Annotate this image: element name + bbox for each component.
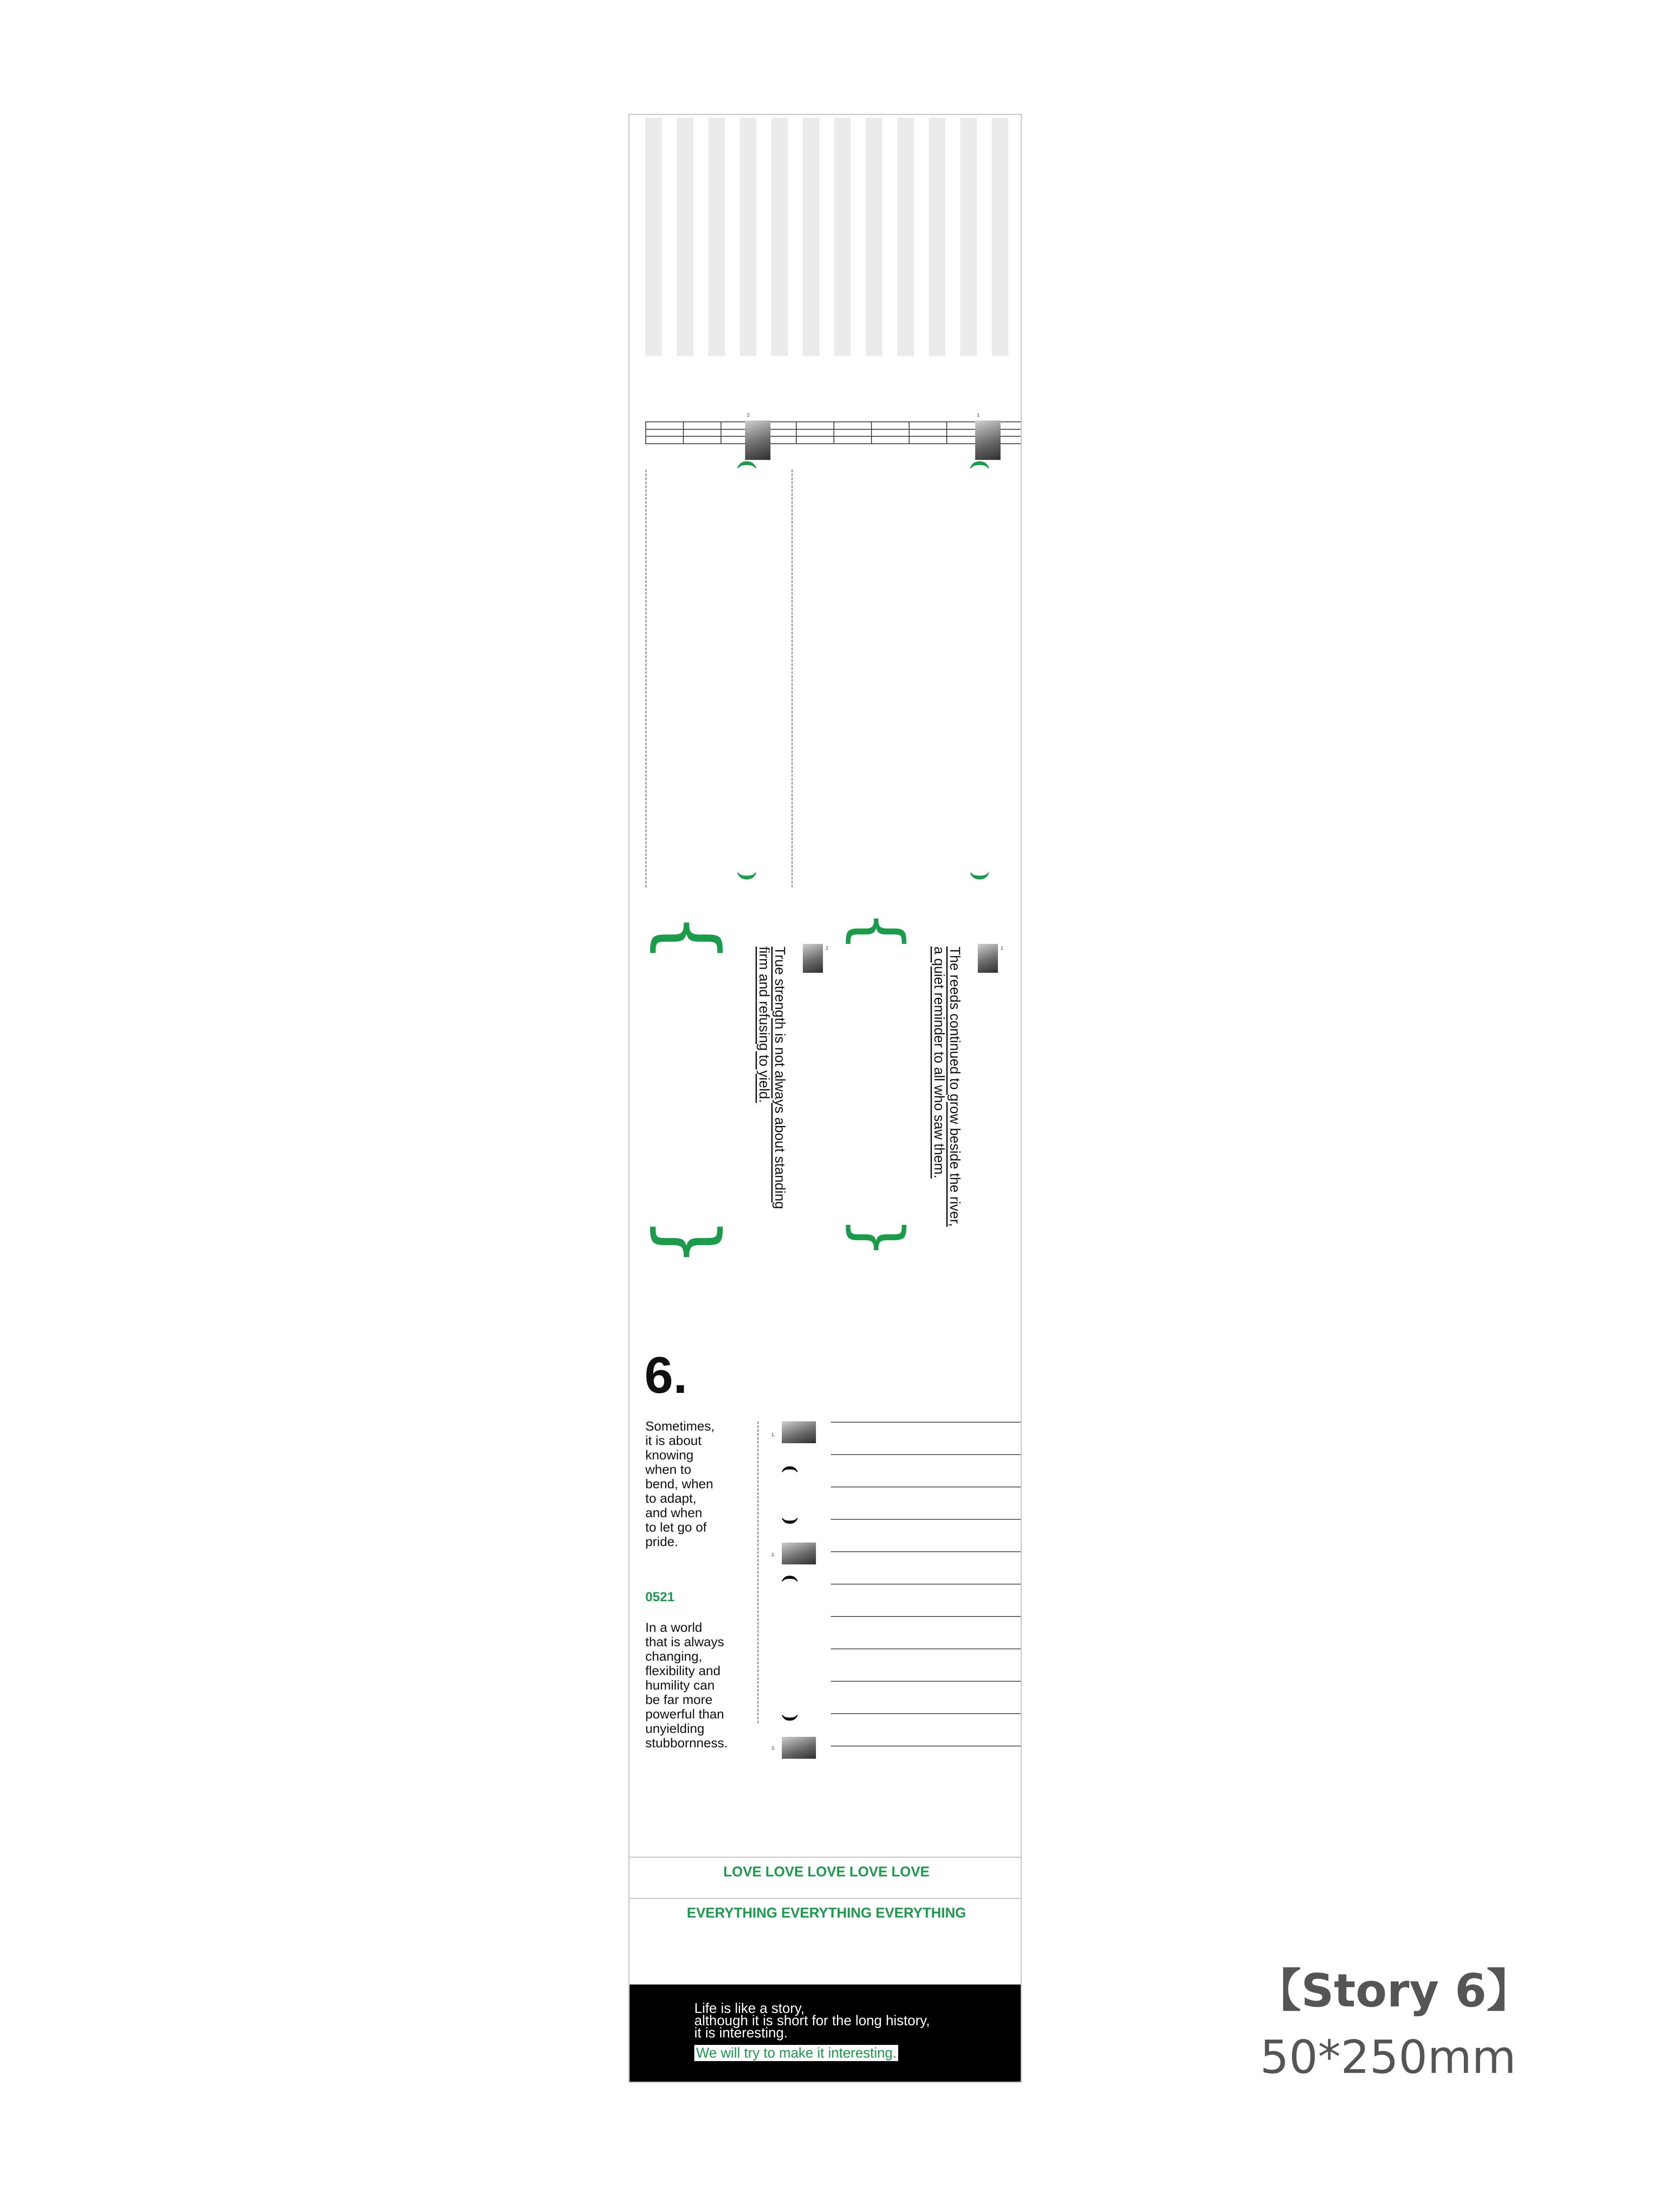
photo-3-small	[782, 1737, 816, 1759]
photo-2-small	[782, 1543, 816, 1564]
photo-1-top	[975, 421, 1001, 460]
photo-2-mid	[803, 944, 823, 973]
footer-highlight: We will try to make it interesting.	[694, 2045, 898, 2061]
quote-strength: True strength is not always about standing firm and refusing to yield.	[756, 947, 788, 1210]
footer-block	[630, 1985, 1022, 2083]
banner-everything: EVERYTHING EVERYTHING EVERYTHING	[686, 1905, 966, 1921]
brace-open: {	[840, 910, 917, 952]
paragraph-flexibility: In a world that is always changing, flexibility and humility can be far more powerful than unyielding stubbornness.	[645, 1620, 728, 1750]
photo-label: 2.	[771, 1552, 776, 1557]
dashed-guide	[645, 470, 647, 887]
photo-1-small	[782, 1421, 816, 1443]
dashed-guide	[757, 1421, 759, 1723]
parenthesis-close: )	[735, 871, 760, 882]
paragraph-bend: Sometimes, it is about knowing when to bend, when to adapt, and when to let go of pride.	[645, 1419, 715, 1549]
photo-1-mid	[978, 944, 998, 973]
quote-reeds: The reeds continued to grow beside the river, a quiet reminder to all who saw them.	[931, 947, 963, 1227]
caption-title: 【Story 6】	[1256, 1964, 1532, 2017]
brace-close: }	[644, 1217, 736, 1267]
parenthesis-close: )	[780, 1714, 801, 1722]
parenthesis-open: (	[735, 459, 760, 470]
brace-open: {	[644, 912, 736, 963]
photo-2-top	[745, 421, 770, 460]
photo-label: 2	[747, 413, 750, 418]
caption-size: 50*250mm	[1260, 2030, 1516, 2084]
product-strip	[628, 114, 1022, 2083]
story-number: 6.	[644, 1346, 688, 1404]
parenthesis-open: (	[780, 1574, 801, 1582]
parenthesis-close: )	[780, 1517, 801, 1525]
photo-label: 1	[1001, 946, 1004, 951]
parenthesis-open: (	[780, 1465, 801, 1473]
photo-label: 3.	[771, 1746, 776, 1751]
divider	[630, 1857, 1022, 1858]
story-code: 0521	[645, 1590, 675, 1604]
footer-text: Life is like a story, although it is short for the long history, it is interesting.	[694, 2000, 930, 2041]
parenthesis-close: )	[968, 871, 993, 882]
photo-label: 1.	[771, 1432, 776, 1438]
dashed-guide	[791, 470, 793, 887]
photo-label: 1	[977, 413, 980, 418]
banner-love: LOVE LOVE LOVE LOVE LOVE	[723, 1864, 930, 1879]
brace-close: }	[840, 1217, 917, 1259]
divider	[630, 1898, 1022, 1899]
photo-label: 2	[826, 946, 829, 951]
parenthesis-open: (	[968, 459, 993, 470]
